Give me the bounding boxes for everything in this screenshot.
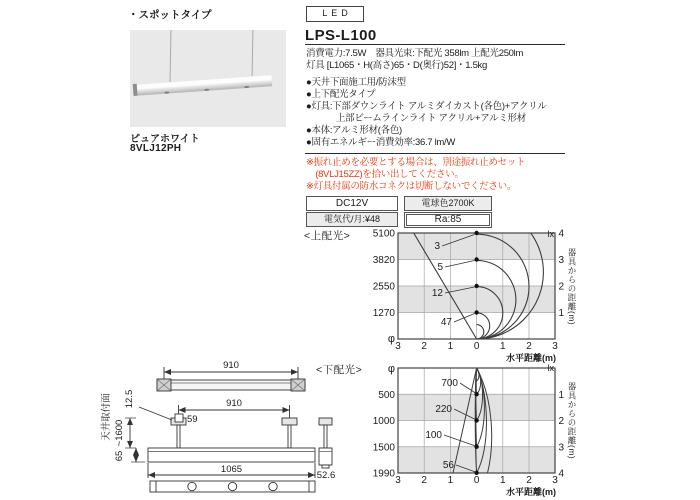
upper-right-axis-title: 器具からの距離(m) bbox=[567, 248, 577, 326]
point-label: 12 bbox=[431, 288, 443, 299]
model-number: LPS-L100 bbox=[305, 27, 377, 44]
point-label: 700 bbox=[441, 378, 458, 389]
x-tick-label: 1 bbox=[447, 341, 454, 352]
feature-item: ●灯具:下部ダウンライト アルミダイカスト(各色)+アクリル bbox=[306, 101, 547, 112]
x-tick-label: 1 bbox=[500, 475, 506, 486]
warning-line: (8VLJ15ZZ)を拾い出してください。 bbox=[306, 169, 464, 180]
product-type-label: ・スポットタイプ bbox=[128, 9, 212, 21]
right-tick-label: 4 bbox=[558, 468, 565, 480]
feature-item: ●上下配光タイプ bbox=[306, 89, 376, 100]
feature-item: ●天井下面施工用/防沫型 bbox=[306, 77, 406, 88]
downlight-circle bbox=[228, 482, 236, 490]
y-tick-label: 500 bbox=[378, 389, 395, 401]
pendant-endcap bbox=[133, 84, 138, 96]
right-tick-label: 3 bbox=[558, 255, 565, 266]
x-tick-label: 1 bbox=[500, 341, 506, 352]
feature-item: ●本体:アルミ形材(各色) bbox=[306, 125, 402, 136]
dim-59: 59 bbox=[187, 414, 198, 425]
suspension-wire bbox=[252, 30, 254, 76]
spec-line-2: 灯具 [L1065・H(高さ)65・D(奥行)52]・1.5kg bbox=[306, 60, 487, 71]
dim-910-top: 910 bbox=[223, 360, 239, 371]
downlight-lens bbox=[244, 86, 249, 88]
dim-1065: 1065 bbox=[220, 464, 243, 475]
right-tick-label: 1 bbox=[558, 389, 565, 401]
downlight-lens bbox=[164, 91, 169, 93]
point-label: 56 bbox=[442, 460, 454, 471]
lower-distribution-chart bbox=[338, 360, 593, 500]
dimension-drawing bbox=[95, 355, 350, 500]
dim-65: 65 bbox=[114, 450, 125, 462]
right-tick-label: 2 bbox=[558, 281, 565, 293]
dim-52-6: 52.6 bbox=[316, 470, 336, 481]
point-label: 3 bbox=[434, 241, 440, 252]
dim-12-5: 12.5 bbox=[124, 389, 135, 409]
y-tick-label: 2550 bbox=[372, 281, 395, 293]
dim-1600: ~1600 bbox=[114, 419, 125, 447]
x-tick-label: 3 bbox=[395, 475, 401, 486]
y-tick-label: 5100 bbox=[372, 228, 395, 240]
right-tick-label: 2 bbox=[558, 416, 565, 427]
x-axis-title: 水平距離(m) bbox=[506, 353, 556, 363]
x-tick-label: 2 bbox=[421, 341, 427, 352]
led-badge: LED bbox=[306, 6, 364, 22]
y-tick-label: 3820 bbox=[372, 255, 395, 266]
upper-chart-title: <上配光> bbox=[304, 230, 351, 242]
right-tick-label: 4 bbox=[558, 228, 565, 240]
product-photo bbox=[130, 30, 286, 127]
spec-line-1: 消費電力:7.5W 器具光束:下配光 358lm 上配光250lm bbox=[306, 48, 524, 59]
right-tick-label: 3 bbox=[558, 442, 565, 454]
lower-right-axis-title: 器具からの距離(m) bbox=[567, 382, 577, 460]
point-label: 220 bbox=[435, 404, 452, 415]
suspension-wire bbox=[170, 30, 172, 82]
point-label: 47 bbox=[440, 317, 452, 328]
ceiling-mount-label: 天井取付面 bbox=[101, 393, 112, 441]
right-tick-label: 1 bbox=[558, 308, 565, 319]
fixture-body bbox=[148, 448, 315, 462]
point-label: 100 bbox=[425, 430, 442, 441]
side-canopy bbox=[319, 418, 332, 425]
dim-910-mid: 910 bbox=[226, 398, 242, 409]
fixture-plane-label: φ bbox=[387, 363, 395, 375]
plan-view-bar bbox=[157, 380, 305, 390]
y-tick-label: 1500 bbox=[372, 442, 395, 454]
suspension-rod bbox=[177, 425, 180, 448]
x-tick-label: 3 bbox=[552, 475, 558, 486]
point-label: 5 bbox=[437, 262, 443, 273]
unit-label: lx bbox=[547, 229, 554, 239]
x-axis-title: 水平距離(m) bbox=[506, 487, 556, 497]
upper-distribution-chart bbox=[338, 225, 593, 365]
x-tick-label: 3 bbox=[395, 341, 401, 352]
side-fixture-profile bbox=[319, 448, 332, 465]
side-lens-nub bbox=[322, 465, 329, 468]
color-name: ピュアホワイト bbox=[130, 134, 200, 145]
downlight-circle bbox=[188, 482, 196, 490]
divider bbox=[305, 153, 565, 154]
warning-line: ※振れ止めを必要とする場合は、別途振れ止めセット bbox=[306, 157, 526, 168]
y-tick-label: 1270 bbox=[372, 308, 395, 319]
warning-line: ※灯具付属の防水コネクは切断しないでください。 bbox=[306, 181, 517, 192]
side-rod bbox=[324, 425, 327, 448]
color-temp-box: 電球色2700K bbox=[404, 196, 492, 211]
feature-item: ●固有エネルギー消費効率:36.7 lm/W bbox=[306, 137, 456, 148]
lower-chart-title: <下配光> bbox=[316, 364, 363, 376]
x-tick-label: 0 bbox=[473, 475, 480, 486]
power-box: DC12V bbox=[306, 196, 398, 211]
pendant-bar bbox=[136, 75, 272, 95]
y-tick-label: 1990 bbox=[372, 468, 395, 480]
canopy-square-symbol bbox=[175, 414, 183, 422]
y-tick-label: 1000 bbox=[372, 416, 395, 427]
x-tick-label: 2 bbox=[526, 475, 532, 486]
cri-box: Ra:85 bbox=[404, 212, 492, 228]
product-model-code: 8VLJ12PH bbox=[130, 143, 182, 154]
feature-item: 上部ビームラインライト アクリル+アルミ形材 bbox=[306, 113, 526, 124]
x-tick-label: 3 bbox=[552, 341, 558, 352]
suspension-rod bbox=[288, 425, 291, 448]
downlight-circle bbox=[269, 482, 277, 490]
x-tick-label: 2 bbox=[526, 341, 532, 352]
x-tick-label: 0 bbox=[473, 341, 480, 352]
unit-label: lx bbox=[547, 363, 554, 373]
x-tick-label: 2 bbox=[421, 475, 427, 486]
x-tick-label: 1 bbox=[447, 475, 454, 486]
electricity-cost-box: 電気代/月:¥48 bbox=[306, 212, 398, 227]
canopy bbox=[282, 418, 297, 425]
fixture-plane-label: φ bbox=[387, 333, 395, 345]
downlight-lens bbox=[204, 89, 209, 91]
divider bbox=[305, 44, 565, 45]
